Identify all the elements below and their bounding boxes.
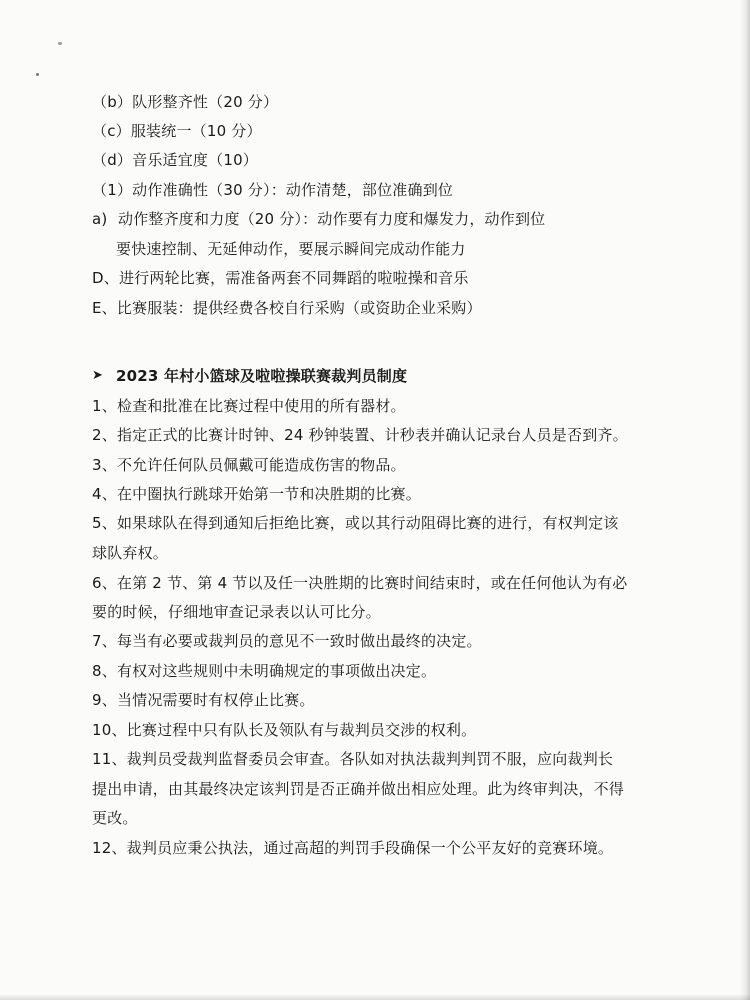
arrow-bullet-icon: ➤ [92, 368, 103, 383]
rule-line: 球队弃权。 [92, 544, 169, 562]
scoring-item-c: （c）服装统一（10 分） [92, 122, 262, 140]
item-e-text: E、比赛服装：提供经费各校自行采购（或资助企业采购） [92, 299, 482, 317]
rule-line: 5、如果球队在得到通知后拒绝比赛，或以其行动阻碍比赛的进行，有权判定该 [92, 514, 619, 532]
rule-line: 6、在第 2 节、第 4 节以及任一决胜期的比赛时间结束时，或在任何他认为有必 [92, 574, 628, 592]
rule-line: 1、检查和批准在比赛过程中使用的所有器材。 [92, 397, 406, 415]
rule-line: 更改。 [92, 809, 138, 827]
rule-line: 11、裁判员受裁判监督委员会审查。各队如对执法裁判判罚不服，应向裁判长 [92, 750, 614, 768]
rule-line: 12、裁判员应秉公执法，通过高超的判罚手段确保一个公平友好的竞赛环境。 [92, 839, 614, 857]
scan-edge-shadow [0, 994, 750, 1000]
rule-line: 2、指定正式的比赛计时钟、24 秒钟装置、计秒表并确认记录台人员是否到齐。 [92, 426, 628, 444]
scoring-item-1: （1）动作准确性（30 分）：动作清楚，部位准确到位 [92, 181, 454, 199]
rule-line: 7、每当有必要或裁判员的意见不一致时做出最终的决定。 [92, 632, 482, 650]
rule-line: 10、比赛过程中只有队长及领队有与裁判员交涉的权利。 [92, 721, 477, 739]
rule-line: 9、当情况需要时有权停止比赛。 [92, 691, 315, 709]
scoring-item-b: （b）队形整齐性（20 分） [92, 93, 279, 111]
section-title: 2023 年村小篮球及啦啦操联赛裁判员制度 [116, 367, 408, 385]
rule-line: 要的时候，仔细地审查记录表以认可比分。 [92, 603, 381, 621]
scan-speck [58, 42, 62, 45]
item-a-label: a) [92, 210, 108, 228]
rule-line: 8、有权对这些规则中未明确规定的事项做出决定。 [92, 662, 437, 680]
scan-edge-shadow [740, 0, 750, 1000]
rule-line: 4、在中圈执行跳球开始第一节和决胜期的比赛。 [92, 485, 421, 503]
item-d-text: D、进行两轮比赛，需准备两套不同舞蹈的啦啦操和音乐 [92, 269, 469, 287]
rule-line: 提出申请，由其最终决定该判罚是否正确并做出相应处理。此为终审判决，不得 [92, 780, 625, 798]
rule-line: 3、不允许任何队员佩戴可能造成伤害的物品。 [92, 456, 406, 474]
scan-speck [36, 73, 39, 76]
scoring-item-d: （d）音乐适宜度（10） [92, 151, 259, 169]
item-a-continuation: 要快速控制、无延伸动作，要展示瞬间完成动作能力 [116, 240, 466, 258]
item-a-text: 动作整齐度和力度（20 分）：动作要有力度和爆发力，动作到位 [118, 210, 546, 228]
